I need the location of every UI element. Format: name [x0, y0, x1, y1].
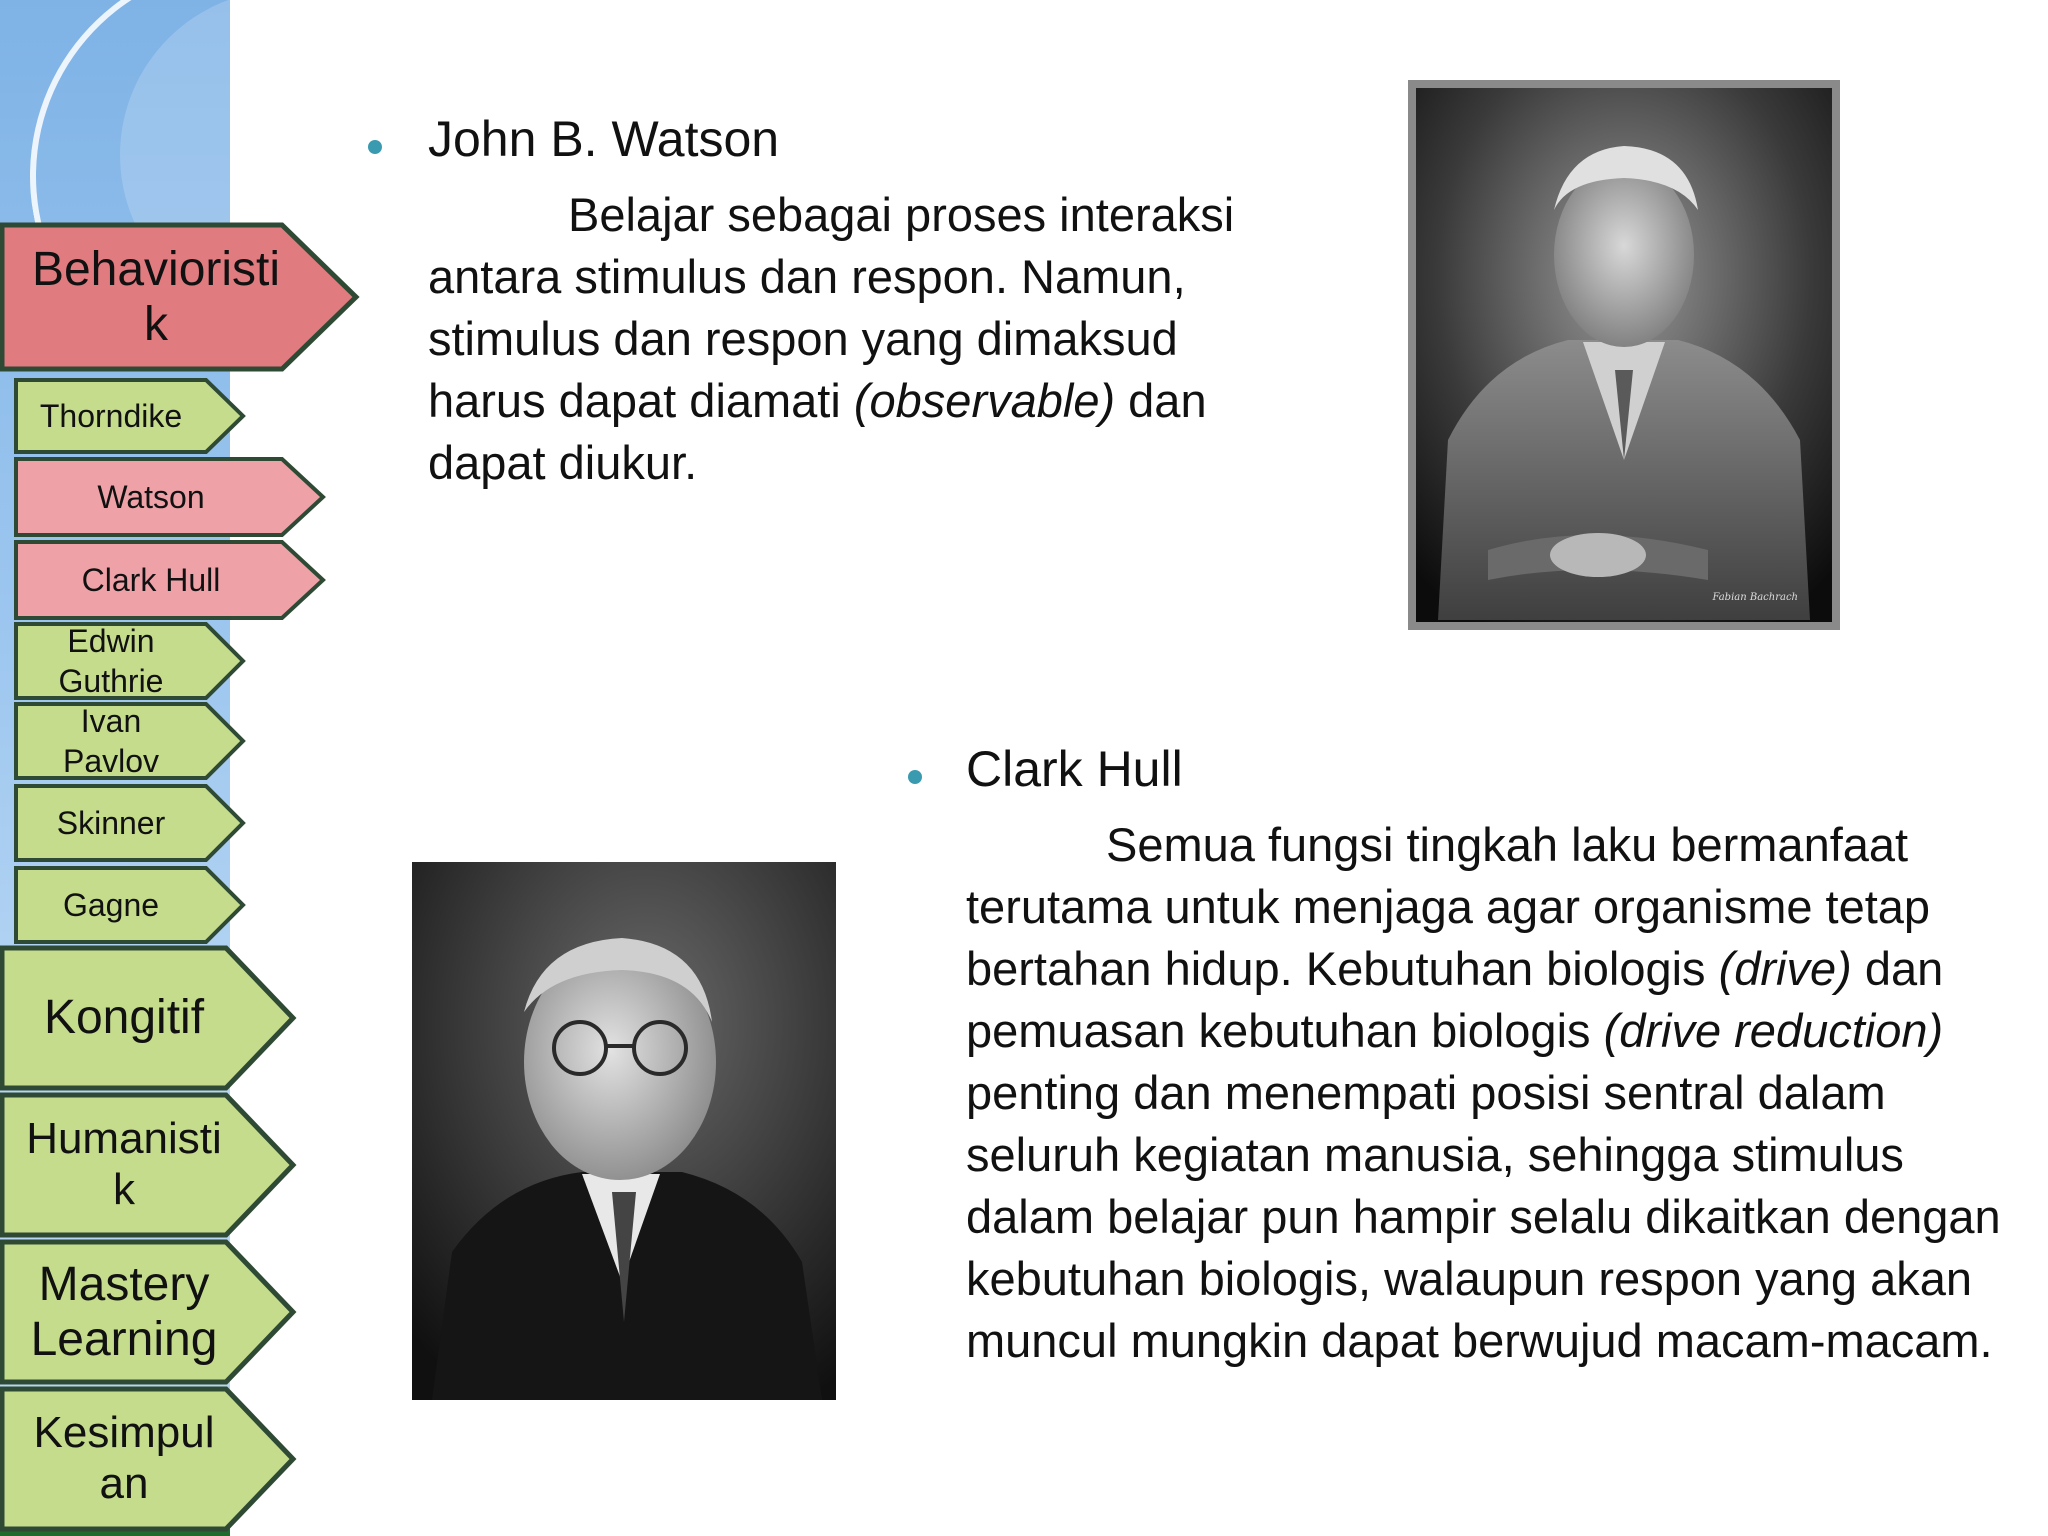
watson-text-1: Belajar sebagai proses interaksi antara stimulus dan respon. Namun, stimulus dan respon yang dimaksud harus dapat diamati: [428, 188, 1235, 427]
nav-edwin-guthrie-label: Edwin Guthrie: [58, 623, 164, 699]
nav-watson[interactable]: [14, 457, 326, 537]
nav-mastery-learning-label: Mastery Learning: [30, 1257, 218, 1366]
hull-photo: [412, 862, 836, 1400]
hull-text-em-1: (drive): [1718, 942, 1852, 995]
bullet-hull: [908, 770, 922, 784]
hull-section: [966, 740, 2022, 1372]
nav-watson-label: Watson: [97, 478, 205, 515]
hull-title: Clark Hull: [966, 741, 1183, 797]
nav-behavioristik[interactable]: [0, 222, 360, 372]
nav-clark-hull[interactable]: [14, 540, 326, 620]
hull-portrait: [412, 862, 836, 1400]
nav-humanistik-label: Humanisti k: [26, 1114, 222, 1214]
nav-kongitif-label: Kongitif: [43, 991, 205, 1045]
nav-thorndike[interactable]: [14, 378, 246, 454]
hull-text-1: Semua fungsi tingkah laku bermanfaat terutama untuk menjaga agar organisme tetap bertahan hidup. Kebutuhan biologis: [966, 818, 1931, 995]
nav-clark-hull-label: Clark Hull: [81, 561, 221, 598]
nav-mastery-learning[interactable]: [0, 1240, 296, 1384]
nav-ivan-pavlov-label: Ivan Pavlov: [62, 703, 160, 779]
nav-thorndike-label: Thorndike: [39, 397, 183, 434]
nav-kongitif[interactable]: [0, 946, 296, 1090]
watson-photo: [1408, 80, 1840, 630]
nav-gagne-label: Gagne: [62, 886, 160, 923]
watson-portrait: [1408, 80, 1840, 630]
nav-skinner-label: Skinner: [56, 804, 166, 841]
nav-humanistik[interactable]: [0, 1093, 296, 1237]
watson-text-em: (observable): [853, 374, 1116, 427]
nav-ivan-pavlov[interactable]: [14, 702, 246, 780]
nav-edwin-guthrie[interactable]: [14, 622, 246, 700]
hull-text-2: dan pemuasan kebutuhan biologis: [966, 942, 1944, 1057]
watson-description: [428, 184, 1268, 494]
nav-behavioristik-label: Behavioristi k: [31, 242, 281, 351]
nav-kesimpulan-label: Kesimpul an: [33, 1408, 215, 1508]
nav-kesimpulan[interactable]: [0, 1387, 296, 1531]
watson-text-2: dan dapat diukur.: [428, 374, 1207, 489]
watson-section: [428, 110, 1268, 494]
watson-title: John B. Watson: [428, 111, 780, 167]
bullet-watson: [368, 140, 382, 154]
hull-text-em-2: (drive reduction): [1603, 1004, 1944, 1057]
svg-text:Fabian Bachrach: Fabian Bachrach: [1712, 592, 1798, 603]
nav-gagne[interactable]: [14, 866, 246, 944]
hull-text-3: penting dan menempati posisi sentral dalam seluruh kegiatan manusia, sehingga stimulus dalam belajar pun hampir selalu dikaitkan dengan kebutuhan biologis, walaupun respon yang akan muncul mungkin dapat berwujud macam-macam.: [966, 1066, 2001, 1367]
nav-skinner[interactable]: [14, 784, 246, 862]
hull-description: [966, 814, 2022, 1372]
